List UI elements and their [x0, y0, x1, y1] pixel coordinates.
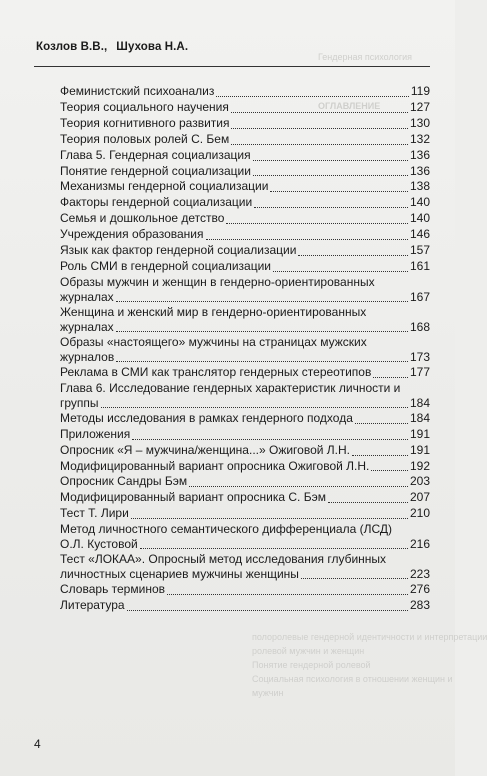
toc-entry-title-line: журналах	[60, 319, 114, 334]
toc-entry-title: Модифицированный вариант опросника Ожиговой Л.Н.	[60, 458, 370, 473]
toc-entry	[60, 259, 430, 275]
toc-leader-dots	[298, 254, 408, 256]
toc-leader-dots	[216, 95, 409, 97]
toc-entry-page: 173	[409, 349, 430, 364]
toc-entry-line	[60, 320, 430, 335]
toc-entry	[60, 365, 430, 381]
toc-entry-title-line: журналов	[60, 349, 115, 364]
toc-leader-dots	[273, 270, 408, 272]
toc-leader-dots	[101, 406, 408, 408]
toc-entry-page: 276	[409, 582, 430, 597]
toc-entry-body	[60, 522, 430, 552]
page-number: 4	[34, 737, 41, 751]
toc-leader-dots	[131, 517, 408, 519]
toc-entry	[60, 84, 430, 100]
toc-entry	[60, 100, 430, 116]
show-through-text: ролевой мужчин и женщин	[252, 646, 365, 656]
toc-entry-body	[60, 305, 430, 335]
toc-entry-line	[60, 335, 430, 350]
toc-leader-dots	[231, 111, 408, 113]
toc-entry	[60, 598, 430, 614]
toc-entry-line	[60, 567, 430, 582]
toc-entry	[60, 459, 430, 475]
show-through-text: Гендерная психология	[318, 52, 413, 62]
toc-entry-page: 207	[409, 490, 430, 505]
toc-entry	[60, 443, 430, 459]
toc-entry	[60, 490, 430, 506]
toc-leader-dots	[373, 376, 408, 378]
toc-entry-page: 192	[409, 458, 430, 473]
toc-entry-page: 191	[409, 442, 430, 457]
table-of-contents	[60, 84, 430, 614]
toc-entry-body	[60, 552, 430, 582]
toc-leader-dots	[352, 454, 408, 456]
toc-leader-dots	[253, 174, 408, 176]
toc-leader-dots	[116, 300, 408, 302]
toc-entry-title-line: Образы «настоящего» мужчины на страницах мужских	[60, 334, 367, 349]
toc-entry-body	[60, 275, 430, 305]
toc-leader-dots	[189, 485, 408, 487]
toc-leader-dots	[328, 501, 408, 503]
toc-entry-page: 119	[410, 84, 430, 98]
toc-entry-title: Семья и дошкольное детство	[60, 211, 225, 226]
show-through-text: Социальная психология в отношении женщин и	[252, 674, 453, 684]
toc-leader-dots	[254, 206, 408, 208]
toc-entry	[60, 411, 430, 427]
toc-entry-page: 168	[409, 319, 430, 334]
toc-entry-title: Теория социального научения	[60, 99, 229, 114]
toc-entry-page: 157	[409, 243, 430, 258]
toc-entry	[60, 132, 430, 148]
toc-entry-page: 140	[409, 195, 430, 210]
toc-entry-line	[60, 305, 430, 320]
toc-entry-title: Роль СМИ в гендерной социализации	[60, 258, 271, 273]
toc-leader-dots	[371, 469, 408, 471]
toc-entry-line	[60, 396, 430, 411]
toc-entry-page: 136	[409, 147, 430, 162]
toc-entry-line	[60, 522, 430, 537]
show-through-text: Понятие гендерной ролевой	[252, 660, 371, 670]
toc-entry-title: Учреждения образования	[60, 227, 204, 242]
toc-leader-dots	[253, 159, 408, 161]
show-through-text: полоролевые гендерной идентичности и интерпретации	[252, 632, 487, 642]
toc-entry-title-line: Женщина и женский мир в гендерно-ориентированных	[60, 304, 367, 319]
header-author-shukhova: Шухова Н.А.	[116, 41, 189, 53]
header-rule	[34, 66, 430, 67]
toc-entry	[60, 227, 430, 243]
toc-entry-line	[60, 290, 430, 305]
toc-entry-title-line: группы	[60, 395, 99, 410]
toc-entry-title: Словарь терминов	[60, 582, 165, 597]
toc-entry	[60, 195, 430, 211]
toc-entry-title: Опросник «Я – мужчина/женщина...» Ожиговой Л.Н.	[60, 442, 351, 457]
toc-leader-dots	[132, 438, 408, 440]
toc-entry-title: Язык как фактор гендерной социализации	[60, 243, 297, 258]
toc-leader-dots	[301, 577, 408, 579]
toc-entry-page: 140	[409, 211, 430, 226]
running-header	[36, 41, 188, 53]
toc-entry-title: Литература	[60, 598, 125, 613]
toc-entry-page: 184	[409, 395, 430, 410]
toc-entry-title: Теория половых ролей С. Бем	[60, 131, 230, 146]
toc-entry-title-line: Образы мужчин и женщин в гендерно-ориентированных	[60, 274, 375, 289]
toc-entry-title: Приложения	[60, 426, 131, 441]
toc-entry-title-line: Глава 6. Исследование гендерных характеристик личности и	[60, 380, 401, 395]
toc-entry-line	[60, 537, 430, 552]
toc-entry-title: Факторы гендерной социализации	[60, 195, 253, 210]
toc-leader-dots	[231, 127, 408, 129]
toc-entry	[60, 179, 430, 195]
toc-entry-page: 132	[409, 131, 430, 146]
toc-entry-page: 203	[409, 474, 430, 489]
toc-leader-dots	[167, 593, 408, 595]
toc-leader-dots	[231, 143, 408, 145]
toc-entry-page: 161	[409, 258, 430, 273]
toc-leader-dots	[206, 238, 408, 240]
toc-entry-line	[60, 350, 430, 365]
toc-entry-page: 138	[409, 179, 430, 194]
toc-entry-body	[60, 335, 430, 365]
toc-leader-dots	[127, 609, 408, 611]
toc-entry-page: 167	[409, 289, 430, 304]
toc-entry	[60, 275, 430, 305]
toc-entry-title: Глава 5. Гендерная социализация	[60, 147, 251, 162]
toc-leader-dots	[355, 422, 408, 424]
toc-entry-page: 223	[409, 567, 430, 582]
toc-entry	[60, 381, 430, 411]
toc-entry-title: Механизмы гендерной социализации	[60, 179, 269, 194]
toc-entry-page: 146	[409, 227, 430, 242]
toc-leader-dots	[140, 547, 408, 549]
toc-leader-dots	[116, 330, 408, 332]
toc-entry-page: 191	[409, 426, 430, 441]
toc-entry-title-line: личностных сценариев мужчины женщины	[60, 567, 299, 582]
toc-entry-body	[60, 381, 430, 411]
toc-entry	[60, 427, 430, 443]
toc-entry	[60, 305, 430, 335]
toc-entry-page: 283	[409, 598, 430, 613]
toc-entry	[60, 474, 430, 490]
toc-entry-title: Понятие гендерной социализации	[60, 163, 251, 178]
toc-entry	[60, 522, 430, 552]
toc-entry-page: 130	[409, 115, 430, 130]
toc-entry	[60, 582, 430, 598]
toc-entry	[60, 116, 430, 132]
toc-entry-line	[60, 275, 430, 290]
toc-entry-title-line: О.Л. Кустовой	[60, 537, 138, 552]
toc-entry	[60, 552, 430, 582]
toc-entry-page: 136	[409, 163, 430, 178]
toc-entry-title-line: Тест «ЛОКАА». Опросный метод исследования глубинных	[60, 552, 387, 567]
toc-leader-dots	[270, 190, 408, 192]
toc-entry	[60, 506, 430, 522]
toc-entry-page: 216	[409, 537, 430, 552]
toc-entry	[60, 243, 430, 259]
toc-entry-title-line: журналах	[60, 289, 114, 304]
toc-leader-dots	[226, 222, 408, 224]
toc-entry	[60, 211, 430, 227]
toc-entry-title: Феминистский психоанализ	[60, 84, 215, 98]
header-author-kozlov: Козлов В.В.,	[36, 41, 108, 53]
toc-entry-title-line: Метод личностного семантического дифференциала (ЛСД)	[60, 522, 392, 537]
toc-entry-title: Тест Т. Лири	[60, 506, 129, 521]
show-through-text: ОГЛАВЛЕНИЕ	[318, 101, 381, 111]
toc-entry-title: Модифицированный вариант опросника С. Бэм	[60, 490, 326, 505]
toc-entry-title: Опросник Сандры Бэм	[60, 474, 188, 489]
toc-entry-page: 210	[409, 506, 430, 521]
toc-entry-page: 177	[409, 364, 430, 379]
toc-leader-dots	[116, 360, 408, 362]
toc-entry-line	[60, 381, 430, 396]
toc-entry-title: Методы исследования в рамках гендерного подхода	[60, 410, 353, 425]
show-through-text: мужчин	[252, 688, 284, 698]
toc-entry	[60, 335, 430, 365]
toc-entry-page: 127	[409, 99, 430, 114]
toc-entry-title: Теория когнитивного развития	[60, 115, 230, 130]
toc-entry-title: Реклама в СМИ как транслятор гендерных стереотипов	[60, 364, 372, 379]
toc-entry	[60, 148, 430, 164]
toc-entry	[60, 164, 430, 180]
toc-entry-line	[60, 552, 430, 567]
toc-entry-page: 184	[409, 410, 430, 425]
